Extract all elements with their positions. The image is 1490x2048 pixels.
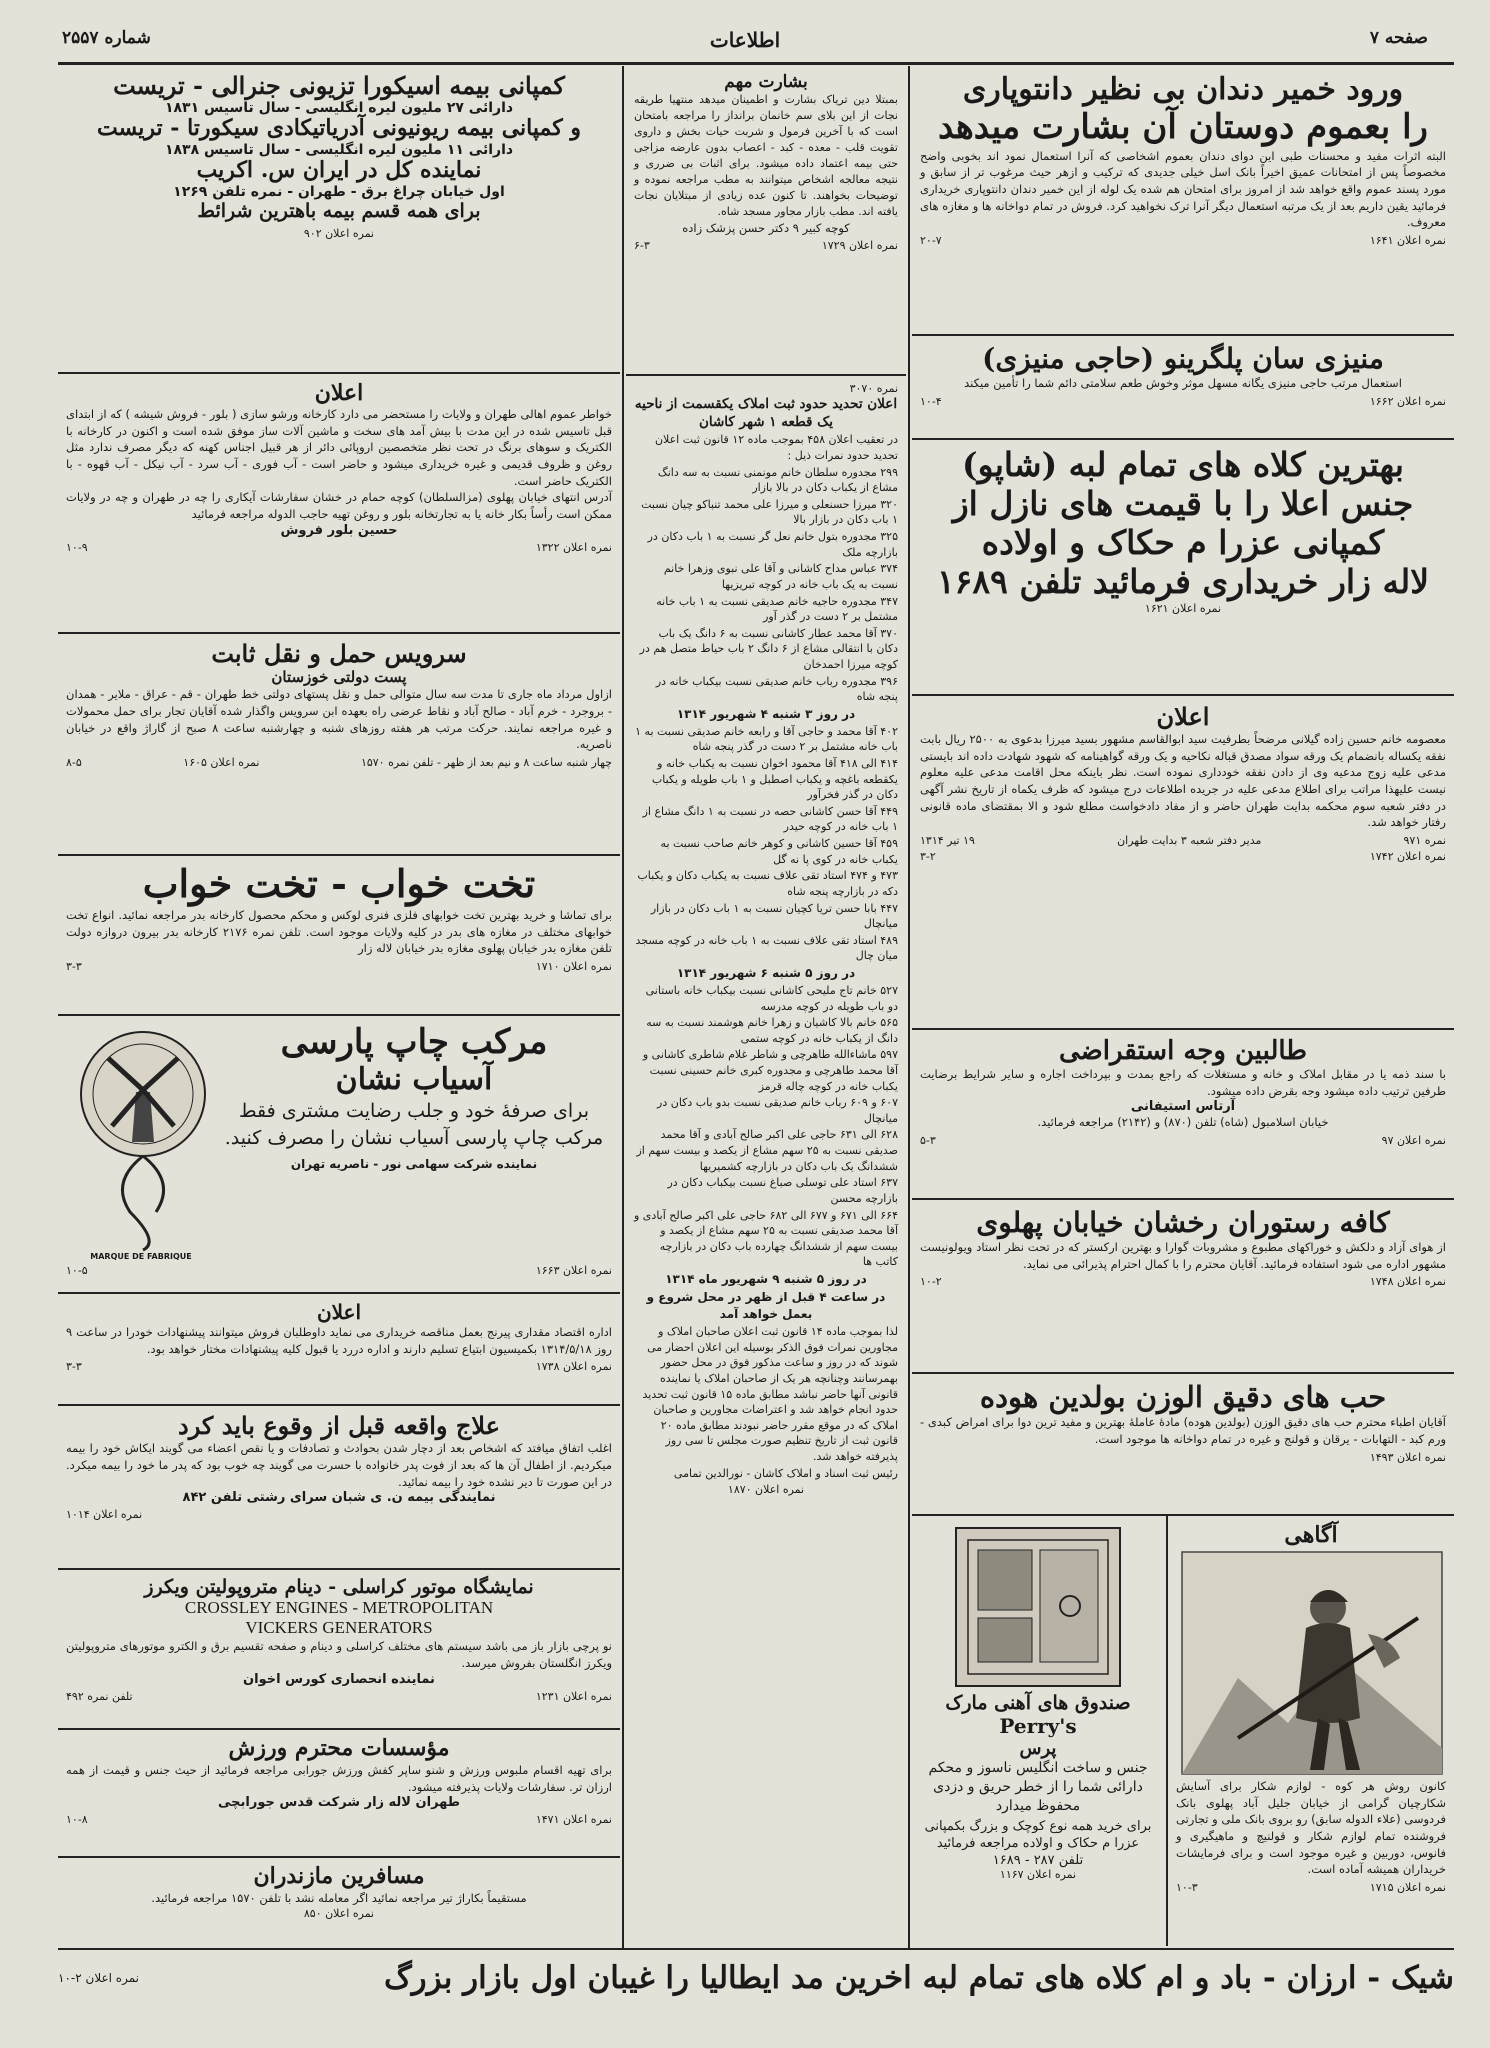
pills-ad (912, 1376, 1454, 1516)
safe-brand-fa: پرس (1019, 1738, 1057, 1759)
crossley-title-en-2: VICKERS GENERATORS (245, 1618, 433, 1638)
registry-item: ۴۵۹ آقا حسین کاشانی و کوهر خانم صاحب نسبت به یکباب خانه در کوی پا نه گل (660, 837, 898, 866)
hats-line-3: کمپانی عزرا م حکاک و اولاده (981, 522, 1385, 562)
ink-title: مرکب چاپ پارسی (280, 1022, 548, 1062)
section-rule (58, 1014, 620, 1016)
bottom-banner (58, 1952, 1454, 2004)
crossley-title-fa: نمایشگاه موتور کراسلی - دینام متروپولیتن ویکرز (144, 1576, 534, 1598)
transport-title: سرویس حمل و نقل ثابت (211, 639, 467, 668)
registry-item: ۴۴۹ آقا حسن کاشانی حصه در نسبت به ۱ دانگ مشاع از ۱ باب خانه در کوچه حیدر (642, 804, 898, 834)
loan-body: با سند ذمه یا در مقابل املاک و خانه و مستغلات که راجع بمدت و بپرداخت اجاره و سایر شرایط برضایت طرفین ترتیب داده میشود وجه بقرض داده میشود. (920, 1067, 1446, 1098)
ad-code: ۱۰-۵ (66, 1264, 88, 1277)
crystal-ad (58, 376, 620, 632)
good-news-ad (626, 68, 906, 372)
registry-item: ۴۷۳ و ۴۷۴ استاد تقی علاف نسبت به یکباب دکان و یکباب دکه در بازارچه پنجه شاه (637, 869, 898, 898)
insurance-line-3: و کمپانی بیمه ریونیونی آدریاتیکادی سیکورتا - تریست (97, 115, 581, 142)
registry-item: ۴۸۹ استاد تقی علاف نسبت به ۱ باب خانه در کوچه مسجد میان چال (635, 933, 898, 963)
notice-title: اعلان (1156, 702, 1210, 731)
registry-notice (626, 378, 906, 1944)
ad-code: ۱۰-۴ (920, 394, 942, 408)
ink-agent: نماینده شرکت سهامی نور - ناصریه تهران (290, 1156, 538, 1171)
insurance-line-4: دارائی ۱۱ ملیون لیره انگلیسی - سال تاسیس ۱۸۳۸ (164, 142, 514, 159)
ad-code: ۳-۳ (66, 1360, 82, 1374)
loan-name: آرتاس استیفانی (1130, 1099, 1236, 1115)
crystal-title: اعلان (314, 380, 364, 406)
issue-number: شماره ۲۵۵۷ (62, 28, 151, 48)
banner-text: شیک - ارزان - باد و ام کلاه های تمام لبه اخرین مد ایطالیا را غیبان اول بازار بزرگ (383, 1959, 1454, 1996)
section-rule (912, 438, 1454, 440)
ad-number: نمره اعلان ۱۷۴۲ (1369, 850, 1446, 864)
column-divider (908, 66, 910, 1948)
notice-date: ۱۹ تیر ۱۳۱۴ (920, 834, 975, 848)
remedy-agent: نمایندگی بیمه ن. ی شبان سرای رشتی تلفن ۸۴۲ (182, 1490, 496, 1506)
auction-body: اداره اقتصاد مقداری پیرنج بعمل مناقصه خریداری می نماید داوطلبان فروش میتوانند پیشنهادات خودرا در ساعت ۹ روز ۱۳۱۴/۵/۱۸ بکمیسیون ابتیاع تسلیم دارند و اداره دررد یا قبول کلیه پیشنهادات مختار خواهد بود. (66, 1325, 612, 1356)
section-rule (912, 1028, 1454, 1030)
manzini-body: استعمال مرتب حاجی منیزی یگانه مسهل موثر وخوش طعم سلامتی دائم شما را تأمین میکند (964, 376, 1402, 391)
loan-ad (912, 1032, 1454, 1198)
ad-number: نمره اعلان ۱۴۷۱ (535, 1813, 612, 1827)
section-rule (912, 1372, 1454, 1374)
hats-ad (912, 442, 1454, 694)
pills-title: حب های دقیق الوزن بولدین هوده (979, 1380, 1387, 1414)
section-rule (912, 694, 1454, 696)
registry-item: در روز ۵ شنبه ۹ شهریور ماه ۱۳۱۴ (665, 1271, 867, 1286)
hats-line-1: بهترین کلاه های تمام لبه (شاپو) (962, 445, 1404, 484)
sport-body: برای تهیه اقسام ملبوس ورزش و شنو ساپر کفش ورزش جورابی مراجعه فرمائید از حیث جنس و قیمت از همه ارزان تر. سفارشات ولایات پذیرفته میشود. (66, 1762, 612, 1794)
insurance-line-5: نماینده کل در ایران س. اکریب (196, 157, 482, 184)
header-rule (58, 62, 1454, 65)
registry-item: ۶۰۷ و ۶۰۹ رباب خانم صدیقی نسبت بدو باب دکان در میانچال (657, 1096, 898, 1125)
remedy-title: علاج واقعه قبل از وقوع باید کرد (178, 1411, 500, 1440)
ad-number: نمره اعلان ۱۶۴۱ (1369, 233, 1446, 247)
registry-item: ۴۴۷ بابا حسن تریا کچیان نسبت به ۱ باب دکان در بازار میانچال (650, 901, 898, 931)
manzini-title: منیزی سان پلگرینو (حاجی منیزی) (982, 342, 1384, 375)
ad-number: نمره اعلان ۱۷۲۹ (821, 239, 898, 253)
safe-title: صندوق های آهنی مارک (945, 1692, 1131, 1714)
beds-title: تخت خواب - تخت خواب (142, 861, 536, 906)
pills-body: آقایان اطباء محترم حب های دقیق الوزن (بولدین هوده) مادهٔ عاملهٔ بهترین و مفید ترین دوا برای امراض کبدی - ورم کبد - التهابات - یرقان و قولنج و غیره در تمام دواخانه ها موجود است. (920, 1415, 1446, 1446)
beds-ad (58, 858, 620, 1014)
manzini-ad (912, 338, 1454, 438)
ad-code: ۱۰-۸ (66, 1813, 88, 1827)
ad-code: ۶-۳ (634, 239, 650, 253)
crystal-body-2: آدرس انتهای خیابان پهلوی (مزالسلطان) کوچه حمام در خشان سفارشات آیکاری را چه در طهران و چه در ولایات ممکن است رأساً بکار خانه یا به تجارتخانه بلور و روغن تهیه حاجب الدوله مراجعه فرمائید (66, 490, 612, 522)
registry-item: در ساعت ۴ قبل از ظهر در محل شروع و بعمل خواهد آمد (646, 1290, 886, 1322)
toothpaste-body: البته اثرات مفید و محسنات طبی این دوای دندان بعموم اشخاصی که آنرا استعمال نمود اند بخوبی واضح مخصوصاً پس از امتحانات عمیق اخیراً بانک اسل خیلی جدیدی که ترکیب و ازهر حیث مرغوب تر از سابق و مورد پسند عموم واقع خواهد شد از امروز برای امتحان هم شده یک لوله از این خمیر دندان دانتوپاری خریداری فرمائید یقین داریم بعد از یک مرتبه استعمال دیگر آنرا ترک نخواهید کرد. فروش در تمام دواخانه ها و مغازه های معروف. (920, 148, 1446, 230)
ad-code: ۱۰-۳ (1176, 1881, 1198, 1895)
ad-number: نمره اعلان ۱۶۲۱ (1144, 601, 1222, 615)
ad-number: نمره اعلان ۹۰۲ (303, 226, 375, 240)
windmill-logo (70, 1022, 216, 1252)
cafe-ad (912, 1202, 1454, 1372)
ad-number: نمره اعلان ۱۷۴۸ (1369, 1275, 1446, 1289)
hunting-title: آگاهی (1284, 1522, 1338, 1548)
ad-number: نمره اعلان ۱۱۶۷ (999, 1867, 1077, 1881)
section-rule (58, 1728, 620, 1730)
safe-illustration (920, 1522, 1156, 1692)
section-rule (58, 1292, 620, 1294)
registry-item: در روز ۵ شنبه ۶ شهریور ۱۳۱۴ (676, 965, 856, 980)
section-rule (58, 632, 620, 634)
crossley-phone: تلفن نمره ۴۹۲ (66, 1689, 133, 1703)
section-rule (912, 1514, 1454, 1516)
cafe-body: از هوای آزاد و دلکش و خوراکهای مطبوع و مشروبات گوارا و بهترین ارکستر که در تحت نظر استاد ویولونیست مشهور اداره می شود استفاده فرمائید. آقایان محترم را با کمال احترام پذیرائی می نماید. (920, 1240, 1446, 1271)
registry-item: ۳۲۰ میرزا حسنعلی و میرزا علی محمد تنباکو چیان نسبت ۱ باب دکان در بازار بالا (641, 497, 898, 527)
good-news-doctor: کوچه کبیر ۹ دکتر حسن پزشک زاده (682, 220, 850, 235)
section-rule (58, 1568, 620, 1570)
safe-body-2: برای خرید همه نوع کوچک و بزرگ بکمپانی عزرا م حکاک و اولاده مراجعه فرمائید (924, 1818, 1152, 1852)
ad-number: نمره اعلان ۱۶۶۳ (535, 1264, 612, 1277)
ad-number: نمره اعلان ۱۴۹۳ (1369, 1450, 1446, 1464)
ad-number: نمره اعلان ۱۸۷۰ (727, 1483, 805, 1497)
notice-office: مدیر دفتر شعبه ۳ بدایت طهران (1117, 834, 1262, 848)
crystal-body: خواطر عموم اهالی طهران و ولایات را مستحضر می دارد کارخانه ورشو سازی ( بلور - فروش شیشه ) که از ابتدای قبل تاسیس شده در این مدت با بیش آمد های سخت و ماشین آلات ساز موفق شده است و اکنون در کارخانه با الکتریک و سوهای برنگ در تحت نظر متخصصین اروپائی دائر از هر قبیل اجناس کهنه که دیگر مصرف ندارد مثل روغن و ظروف قدیمی و غیره خریداری میشود و حاضر است - آب فوری - آب سرد - آب نیکل - آب قهوه - با الکتریک حاضر است. (66, 407, 612, 488)
toothpaste-title: ورود خمیر دندان بی نظیر دانتوپاری (962, 72, 1404, 107)
good-news-title: بشارت مهم (724, 72, 808, 92)
insurance-line-7: برای همه قسم بیمه باهترین شرائط (197, 200, 481, 223)
transport-subtitle: پست دولتی خوزستان (271, 668, 407, 687)
column-divider (1166, 1516, 1168, 1946)
registry-item: ۶۶۴ الی ۶۷۱ و ۶۷۷ الی ۶۸۲ حاجی علی اکبر صالح آبادی و آقا محمد صدیقی نسبت به ۲۵ سهم مشاع از یکصد و بیست سهم از ششدانگ چهارده باب دکان در بازارچه کاتب ها (634, 1208, 898, 1269)
section-rule (58, 1404, 620, 1406)
loan-title: طالبین وجه استقراضی (1058, 1036, 1307, 1066)
transport-body: ازاول مرداد ماه جاری تا مدت سه سال متوالی حمل و نقل پستهای دولتی خط طهران - قم - عراق - ملایر - همدان - بروجرد - خرم آباد - صالح آباد و نقاط عرضی راه بعهده ابن سرویس واگذار شده آقایان تجار برای حمل محمولات و غیره مراجعه نمایند. حرکت مرتب هر هفته روزهای شنبه و چهارشنبه ساعت ۸ صبح از گاراژ واقع در خیابان ناصریه. (66, 687, 613, 752)
hunting-notice (1168, 1518, 1454, 1946)
ad-number: نمره اعلان (85, 1971, 139, 1985)
beds-body: برای تماشا و خرید بهترین تخت خوابهای فلزی فنری لوکس و محکم محصول کارخانه بدر مراجعه نمائید. انواع تخت خوابهای مختلف در مغازه های بدر در کلیه ولایات موجود است. تلفن نمره ۲۱۷۶ کارخانه بدر بیرون دروازه دولت تلفن مغازه بدر خیابان پهلوی مغازه بدر خیابان لاله زار (66, 907, 612, 956)
registry-item: ۴۱۴ الی ۴۱۸ آقا محمود اخوان نسبت به یکباب خانه و یکقطعه باغچه و یکباب اصطبل و ۱ باب طویله و یکباب دکان در گذر فخرآور (651, 757, 898, 802)
ad-number: نمره اعلان ۱۶۶۲ (1369, 394, 1446, 408)
registry-item: ۳۲۵ مجدوره بتول خانم نعل گر نسبت به ۱ باب دکان در بازارچه ملک (647, 530, 898, 559)
ad-number: نمره اعلان ۱۷۱۰ (535, 959, 612, 973)
insurance-ad (58, 68, 620, 372)
hunter-illustration (1178, 1548, 1446, 1778)
registry-item: ۳۷۴ عباس مداح کاشانی و آقا علی نبوی وزهرا خانم نسبت به یک باب خانه در کوچه تبریزیها (663, 562, 898, 591)
sport-address: طهران لاله زار شرکت قدس جورابچی (218, 1795, 460, 1811)
ad-number: نمره اعلان ۱۲۳۱ (535, 1689, 612, 1703)
insurance-line-2: دارائی ۲۷ ملیون لیره انگلیسی - سال تاسیس ۱۸۳۱ (164, 100, 514, 117)
section-rule (58, 854, 620, 856)
registry-item: ۴۰۲ آقا محمد و حاجی آقا و رابعه خانم صدیقی نسبت به ۱ باب خانه مشتمل بر ۲ دست در گذر پنجه شاه (635, 724, 898, 754)
registry-item: در روز ۳ شنبه ۴ شهریور ۱۳۱۴ (676, 706, 856, 721)
ad-number: نمره اعلان ۱۳۲۲ (535, 540, 612, 554)
insurance-line-6: اول خیابان چراغ برق - طهران - نمره تلفن ۱۲۶۹ (173, 184, 505, 201)
safe-brand-en: Perry's (999, 1714, 1077, 1738)
section-rule (58, 372, 620, 374)
registry-item: ۵۶۵ خانم بالا کاشیان و زهرا خانم هوشمند نسبت به سه دانگ از یکباب خانه در کوچه ستمی (646, 1016, 898, 1045)
notice-body: معصومه خانم حسین زاده گیلانی مرضحاً بطرفیت سید ابوالقاسم مشهور بسید میرزا بدعوی به ۲۵۰۰ ریال بابت نفقه یکساله بانضمام یک ورقه سواد مصدق قباله نکاحیه و یک ورقه گواهینامه که شهود شهادت داده اند بایستی مدعی علیه زوج مدعیه وی از دادن نفقه خودداری نموده است. نظر باینکه محل اقامت مدعی علیه معلوم نیست علیهذا مراتب برای اطلاع مدعی علیه در جریده اطلاعات درج میشود که ظرف یکماه از تاریخ نشر آگهی در دفتر شعبه سوم محکمه بدایت طهران حاضر و از مفاد دادخواست مطلع شود و الا بمقتضای ماده قانونی رفتار خواهد شد. (920, 732, 1446, 830)
page-number: صفحه ۷ (1369, 28, 1428, 48)
registry-item: ۵۹۷ ماشاءالله طاهرچی و شاطر غلام شاطری کاشانی و آقا محمد طاهرچی و مجدوره کبری خانم حسینی نسبت یکباب خانه در کوچه چاله قرمز (642, 1048, 898, 1093)
crossley-body: نو پرچی بازار باز می باشد سیستم های مختلف کراسلی و دینام و صفحه تقسیم برق و الکترو موتورهای متروپولیتن ویکرز انگلستان بفروش میرسد. (66, 1639, 612, 1671)
divorce-notice (912, 698, 1454, 1028)
safe-ad (912, 1518, 1164, 1946)
registry-item: ۶۲۸ الی ۶۳۱ حاجی علی اکبر صالح آبادی و آقا محمد صدیقی نسبت به ۲۵ سهم مشاع از یکصد و بیست سهم از ششدانگ یک باب دکان در بازارچه کشمیریها (636, 1128, 898, 1173)
ad-code: ۲۰-۷ (920, 233, 942, 247)
sport-ad (58, 1732, 620, 1856)
registry-item: ۲۹۹ مجدوره سلطان خانم مونمنی نسبت به سه دانگ مشاع از یکباب دکان در بالا بازار (657, 465, 898, 495)
crossley-agent: نماینده انحصاری کورس اخوان (243, 1671, 435, 1687)
toothpaste-subtitle: را بعموم دوستان آن بشارت میدهد (938, 107, 1428, 148)
hats-line-4: لاله زار خریداری فرمائید تلفن ۱۶۸۹ (936, 561, 1430, 601)
ad-code: ۱۰-۲ (920, 1275, 942, 1289)
ink-body: برای صرفهٔ خود و جلب رضایت مشتری فقط مرکب چاپ پارسی آسیاب نشان را مصرف کنید. (224, 1099, 604, 1150)
ink-ad (58, 1018, 620, 1292)
logo-text: MARQUE DE FABRIQUE (90, 1252, 192, 1261)
cafe-title: کافه رستوران رخشان خیابان پهلوی (976, 1206, 1390, 1239)
auction-notice (58, 1296, 620, 1404)
registry-intro: در تعقیب اعلان ۴۵۸ بموجب ماده ۱۲ قانون ثبت اعلان تحدید حدود نمرات ذیل : (654, 433, 898, 463)
mazandaran-title: مسافرین مازندران (253, 1863, 425, 1889)
paper-name: اطلاعات (709, 28, 781, 52)
transport-footer: چهار شنبه ساعت ۸ و نیم بعد از ظهر - تلفن نمره ۱۵۷۰ (360, 756, 612, 769)
notice-number: نمره ۹۷۱ (1403, 834, 1446, 848)
crossley-title-en-1: CROSSLEY ENGINES - METROPOLITAN (184, 1598, 494, 1618)
section-rule (626, 374, 906, 376)
ad-number: نمره اعلان ۱۶۰۵ (183, 756, 260, 769)
crossley-ad (58, 1572, 620, 1728)
auction-title: اعلان (316, 1300, 362, 1324)
bottom-rule (58, 1948, 1454, 1950)
registry-item: رئیس ثبت اسناد و املاک کاشان - نورالدین تمامی (673, 1466, 898, 1480)
registry-item: لذا بموجب ماده ۱۴ قانون ثبت اعلان صاحبان املاک و مجاورین نمرات فوق الذکر بوسیله این اعلان احضار می شوند که در روز و ساعت مذکور فوق در محل حضور بهمرسانند وچنانچه هر یک از صاحبان املاک یا نماینده قانونی آنها حاضر نباشد مطابق ماده ۱۵ قانون ثبت تحدید حدود انجام خواهد شد و اعتراضات مجاورین و صاحبان املاک که در موقع مقرر حاضر نبودند مطابق ماده ۲۰ قانون ثبت از تاریخ تنظیم صورت مجلس تا سی روز پذیرفته خواهد شد. (642, 1325, 898, 1463)
hunting-body: کانون روش هر کوه - لوازم شکار برای آسایش شکارچیان گرامی از خیابان جلیل آباد پهلوی بانک فردوسی (علاء الدوله سابق) رو بروی بانک ملی و تجارتی فروشنده تمام لوازم شکار و قولنیچ و ماهیگیری و فانوس، دوربین و غیره موجود است و برای فرمایشات خریداران همیشه آماده است. (1176, 1779, 1446, 1877)
mazandaran-ad (58, 1860, 620, 1946)
ink-subtitle: آسیاب نشان (335, 1062, 493, 1098)
section-rule (58, 1856, 620, 1858)
ad-number: نمره اعلان ۱۷۳۸ (535, 1360, 612, 1374)
good-news-body: بمبتلا دین تریاک بشارت و اطمینان میدهد منتهیا طریقه نجات از این بلای سم خانمان برانداز را مراجعه بامتحان است که با آخرین فرمول و شربت حیات بخش و داروی تقویت قلب - معده - کبد - اعصاب بدون عارضه مزاجی حتی بیمه اعتماد داده میشود. برای اثبات بی ضرری و نتیجه معالجه اشخاص میتوانند به مطب مراجعه نموده و توضیحات بخواهند. تا کنون عده زیادی از مبتلایان نجات یافته اند. مطب بازار مجاور مسجد شاه. (634, 93, 898, 218)
sport-title: مؤسسات محترم ورزش (228, 1735, 450, 1761)
spacer (912, 1200, 1454, 1202)
registry-item: ۳۷۰ آقا محمد عطار کاشانی نسبت به ۶ دانگ یک باب دکان با انتقالی مشاع از ۶ دانگ ۲ باب حیاط متصل هم در کوچه میرزا احمدخان (639, 626, 898, 671)
ad-code: ۲-۱۰ (58, 1971, 82, 1985)
ad-number: نمره اعلان ۹۷ (1381, 1134, 1446, 1148)
transport-ad (58, 636, 620, 854)
ad-code: ۳-۲ (920, 850, 936, 864)
column-divider (622, 66, 624, 1948)
remedy-ad (58, 1408, 620, 1568)
registry-title: اعلان تحدید حدود ثبت املاک یکقسمت از ناحیه یک قطعه ۱ شهر کاشان (634, 396, 898, 431)
ad-number: نمره اعلان ۱۰۱۴ (66, 1508, 143, 1522)
safe-phone: تلفن ۲۸۷ - ۱۶۸۹ (992, 1852, 1084, 1868)
hats-line-2: جنس اعلا را با قیمت های نازل از (952, 483, 1414, 523)
registry-items (634, 465, 898, 1482)
registry-number: نمره ۳۰۷۰ (849, 382, 898, 395)
mazandaran-body: مستقیماً بکاراژ تیر مراجعه نمائید اگر معامله نشد با تلفن ۱۵۷۰ مراجعه فرمائید. (151, 1890, 527, 1905)
ad-code: ۱۰-۹ (66, 540, 88, 554)
registry-item: ۳۴۷ مجدوره حاجیه خانم صدیقی نسبت به ۱ باب خانه مشتمل بر ۲ دست در گذر آور (656, 594, 898, 624)
ad-code: ۸-۵ (66, 756, 82, 769)
safe-body: جنس و ساخت انگلیس ناسوز و محکم دارائی شما را از خطر حریق و دزدی محفوظ میدارد (928, 1760, 1148, 1814)
toothpaste-ad (912, 68, 1454, 348)
crystal-signer: حسین بلور فروش (280, 522, 398, 538)
ad-code: ۳-۳ (66, 959, 82, 973)
ad-code: ۵-۳ (920, 1134, 936, 1148)
insurance-line-1: کمپانی بیمه اسیکورا تزیونی جنرالی - تریست (113, 71, 565, 100)
ad-number: نمره اعلان ۱۷۱۵ (1369, 1881, 1446, 1895)
registry-item: ۵۲۷ خانم تاج ملیحی کاشانی نسبت بیکباب خانه باستانی دو باب طویله در کوچه مدرسه (645, 984, 898, 1013)
remedy-body: اغلب اتفاق میافتد که اشخاص بعد از دچار شدن بحوادث و تصادفات و یا نقص اعضاء می گویند ایکاش خود را بیمه میکردیم. از اطفال آن ها که بعد از فوت پدر خانواده با حسرت می گویند چه خوب بود که پدر ما خود را بیمه میکرد. در این صورت تا دیر نشده خود را بیمه نمائید. (66, 1441, 612, 1489)
ad-number: نمره اعلان ۸۵۰ (303, 1906, 375, 1920)
section-rule (912, 334, 1454, 336)
registry-item: ۶۳۷ استاد علی توسلی صباغ نسبت بیکباب دکان در بازارچه محسن (667, 1176, 898, 1205)
loan-address: خیابان اسلامبول (شاه) تلفن (۸۷۰) و (۲۱۴۲) مراجعه فرمائید. (1037, 1115, 1329, 1130)
registry-item: ۳۹۶ مجدوره رباب خانم صدیقی نسبت بیکباب خانه در پنجه شاه (655, 674, 898, 704)
